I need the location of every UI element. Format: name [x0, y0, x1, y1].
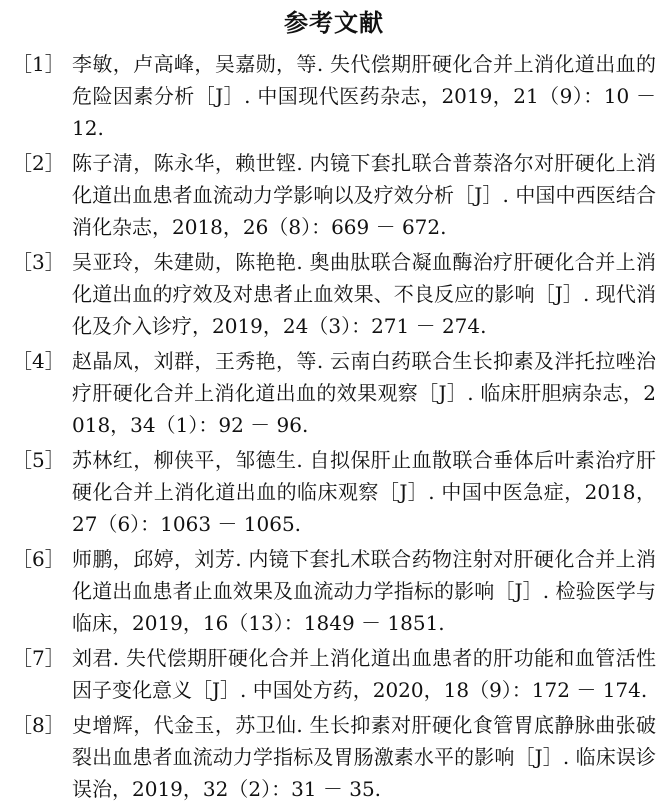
- reference-number: ［5］: [12, 448, 65, 472]
- reference-item: [12, 246, 656, 342]
- reference-item: [12, 345, 656, 441]
- reference-text: 师鹏，邱婷，刘芳. 内镜下套扎术联合药物注射对肝硬化合并上消化道出血患者止血效果及血流动力学指标的影响［J］. 检验医学与临床，2019，16（13）：1849 － 1851.: [72, 547, 656, 635]
- reference-number: ［1］: [12, 52, 65, 76]
- reference-number: ［6］: [12, 547, 65, 571]
- reference-text: 吴亚玲，朱建勋，陈艳艳. 奥曲肽联合凝血酶治疗肝硬化合并上消化道出血的疗效及对患者止血效果、不良反应的影响［J］. 现代消化及介入诊疗，2019，24（3）：271 － 274.: [72, 250, 656, 338]
- references-heading: 参考文献: [284, 9, 384, 37]
- reference-text: 刘君. 失代偿期肝硬化合并上消化道出血患者的肝功能和血管活性因子变化意义［J］. 中国处方药，2020，18（9）：172 － 174.: [72, 646, 656, 702]
- reference-text: 苏林红，柳侠平，邹德生. 自拟保肝止血散联合垂体后叶素治疗肝硬化合并上消化道出血的临床观察［J］. 中国中医急症，2018，27（6）：1063 － 1065.: [72, 448, 656, 536]
- reference-number: ［3］: [12, 250, 65, 274]
- reference-list: [12, 48, 656, 805]
- reference-item: [12, 642, 656, 706]
- reference-number: ［4］: [12, 349, 65, 373]
- reference-number: ［8］: [12, 713, 65, 737]
- reference-text: 赵晶凤，刘群，王秀艳，等. 云南白药联合生长抑素及泮托拉唑治疗肝硬化合并上消化道出血的效果观察［J］. 临床肝胆病杂志，2018，34（1）：92 － 96.: [72, 349, 656, 437]
- reference-number: ［2］: [12, 151, 65, 175]
- reference-text: 陈子清，陈永华，赖世铿. 内镜下套扎联合普萘洛尔对肝硬化上消化道出血患者血流动力学影响以及疗效分析［J］. 中国中西医结合消化杂志，2018，26（8）：669 － 672.: [72, 151, 656, 239]
- reference-item: [12, 543, 656, 639]
- reference-item: [12, 48, 656, 144]
- reference-item: [12, 147, 656, 243]
- reference-item: [12, 444, 656, 540]
- reference-number: ［7］: [12, 646, 65, 670]
- reference-text: 李敏，卢高峰，吴嘉勋，等. 失代偿期肝硬化合并上消化道出血的危险因素分析［J］. 中国现代医药杂志，2019，21（9）：10 － 12.: [72, 52, 656, 140]
- reference-text: 史增辉，代金玉，苏卫仙. 生长抑素对肝硬化食管胃底静脉曲张破裂出血患者血流动力学指标及胃肠激素水平的影响［J］. 临床误诊误治，2019，32（2）：31 － 35.: [72, 713, 656, 801]
- reference-item: [12, 709, 656, 805]
